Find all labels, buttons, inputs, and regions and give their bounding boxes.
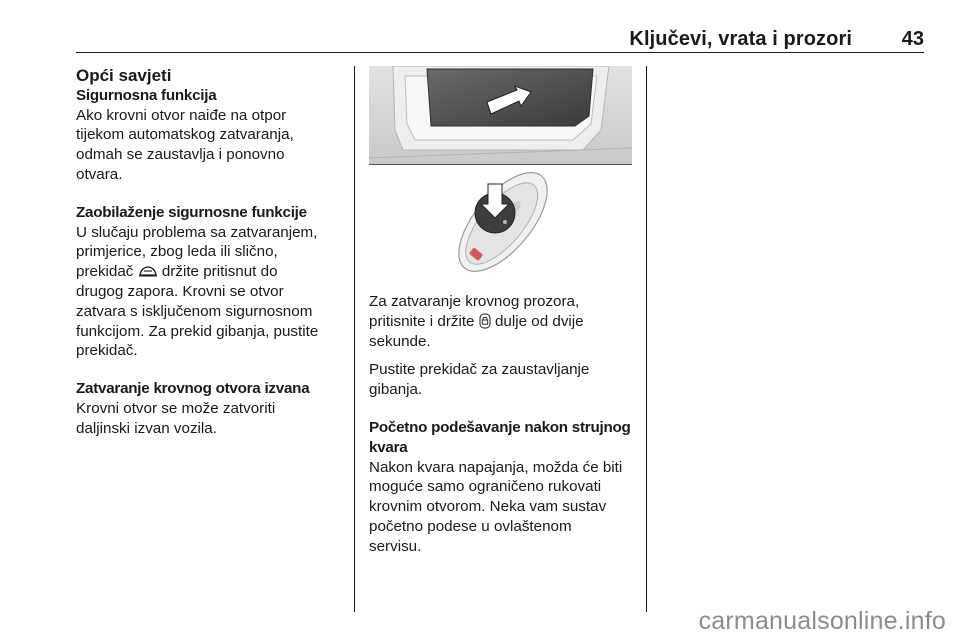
header-rule (76, 52, 924, 53)
subheading-initialization: Početno podešavanje nakon strujnog kvara (369, 418, 631, 456)
paragraph-close-sunroof (369, 292, 639, 351)
sunroof-key-figure (369, 66, 632, 276)
section-title: Opći savjeti (76, 66, 172, 85)
paragraph-text-b: dulje od dvije sekunde. (369, 312, 584, 350)
paragraph-text-a: U slučaju problema sa zatvaranjem, primjerice, zbog leda ili slično, prekidač (76, 223, 318, 281)
right-column (369, 292, 639, 557)
subheading-close-outside: Zatvaranje krovnog otvora izvana (76, 380, 310, 398)
paragraph-safety-function: Ako krovni otvor naiđe na otpor tijekom automatskog zatvaranja, odmah se zaustavlja i ponovno otvara. (76, 106, 294, 183)
paragraph-text-a: Za zatvaranje krovnog prozora, pritisnite i držite (369, 293, 580, 330)
paragraph-close-outside: Krovni otvor se može zatvoriti daljinski izvan vozila. (76, 399, 276, 437)
paragraph-text-b: držite pritisnut do drugog zapora. Krovni se otvor zatvara s isključenom sigurnosnom funkcijom. Za prekid gibanja, pustite prekidač. (76, 263, 319, 360)
paragraph-override-safety (76, 223, 344, 362)
column-divider-right (646, 66, 647, 612)
subheading-override-safety: Zaobilaženje sigurnosne funkcije (76, 203, 307, 221)
paragraph-release-switch: Pustite prekidač za zaustavljanje gibanja. (369, 361, 590, 399)
watermark-text: carmanualsonline.info (698, 607, 946, 635)
key-fob-illustration (369, 158, 632, 276)
subheading-safety-function: Sigurnosna funkcija (76, 86, 217, 104)
paragraph-initialization: Nakon kvara napajanja, možda će biti moguće samo ograničeno rukovati krovnim otvorom. Neka vam sustav početno podese u ovlaštenom servisu. (369, 458, 623, 555)
sunroof-switch-icon (138, 265, 158, 279)
lock-button-icon (479, 313, 491, 329)
page-header-title: Ključevi, vrata i prozori (629, 28, 852, 50)
page-number: 43 (901, 28, 924, 50)
column-divider-left (354, 66, 355, 612)
left-column (76, 66, 344, 439)
sunroof-illustration (369, 66, 632, 165)
